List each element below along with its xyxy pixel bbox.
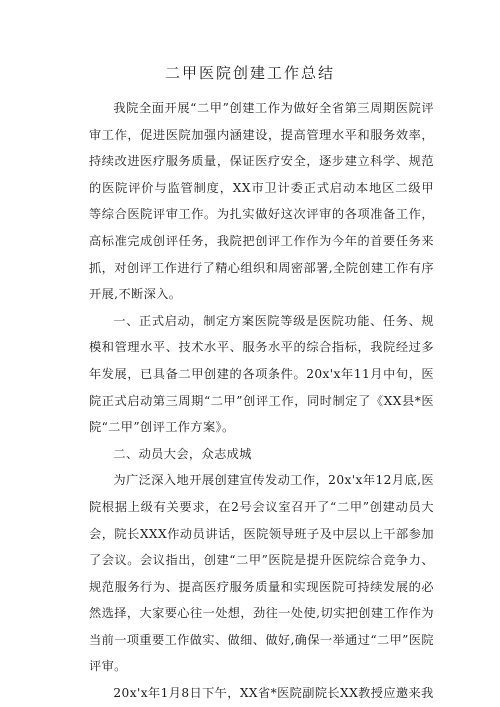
paragraph-section-3-start: 20x'x年1月8日下午，XX省*医院副院长XX教授应邀来我 (113, 686, 434, 701)
paragraph-intro: 我院全面开展“二甲”创建工作为做好全省第三周期医院评审工作，促进医院加强内涵建设，提高管理水平和服务效率，持续改进医疗服务质量，保证医疗安全，逐步建立科学、规范的医院评价与监管制度，XX市卫计委正式启动本地区二级甲等综合医院评审工作。为扎实做好这次评审的各项准备工作，高标准完成创评任务，我院把创评工作作为今年的首要任务来抓，对创评工作进行了精心组织和周密部署,全院创建工作有序开展,不断深入。 (89, 101, 434, 302)
document-title: 二甲医院创建工作总结 (164, 64, 335, 82)
paragraph-section-2: 为广泛深入地开展创建宣传发动工作，20x'x年12月底,医院根据上级有关要求，在2号会议室召开了“二甲”创建动员大会，院长XXX作动员讲话，医院领导班子及中层以上干部参加了会议。会议指出，创建“二甲”医院是提升医院综合竞争力、规范服务行为、提高医疗服务质量和实现医院可持续发展的必然选择，大家要心往一处想，劲往一处使,切实把创建工作作为当前一项重要工作做实、做细、做好,确保一举通过“二甲”医院评审。 (89, 473, 434, 674)
document-body (89, 95, 434, 707)
section-heading-2: 二、动员大会，众志成城 (113, 446, 252, 461)
paragraph-section-1: 一、正式启动，制定方案医院等级是医院功能、任务、规模和管理水平、技术水平、服务水平的综合指标，我院经过多年发展，已具备二甲创建的各项条件。20x'x年11月中旬，医院正式启动第三周期“二甲”创评工作，同时制定了《XX县*医院“二甲”创评工作方案》。 (89, 313, 434, 435)
